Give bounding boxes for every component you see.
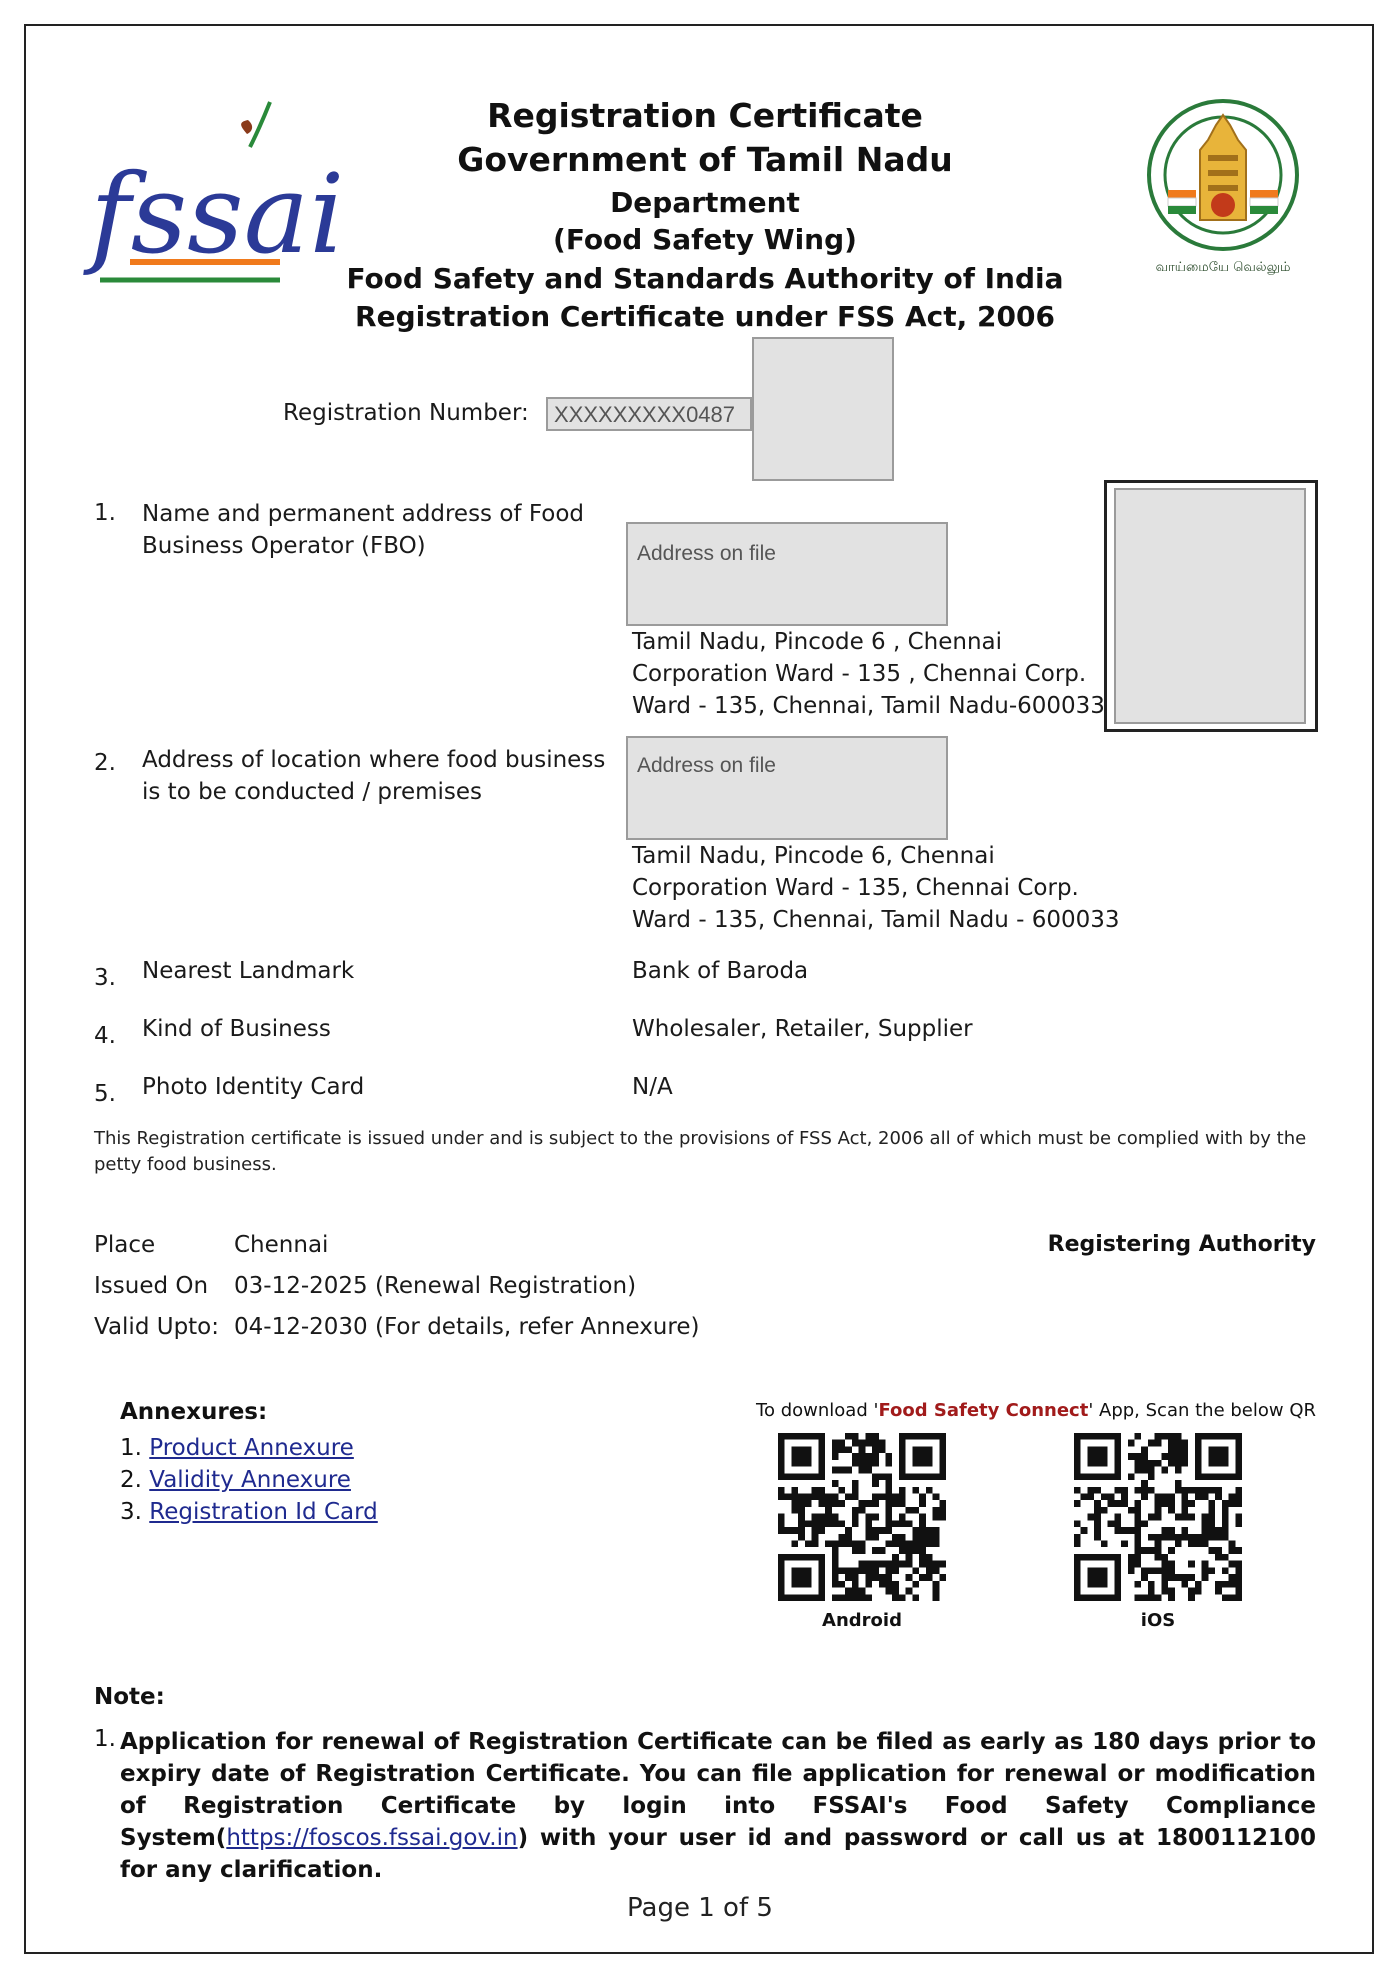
fbo-address-line-1: Tamil Nadu, Pincode 6 , Chennai xyxy=(632,629,1003,655)
premises-address xyxy=(632,840,1120,936)
page-number: Page 1 of 5 xyxy=(627,1893,773,1923)
registration-id-card-link[interactable]: Registration Id Card xyxy=(149,1499,378,1525)
app-name: Food Safety Connect xyxy=(878,1400,1089,1421)
item-1-label: Name and permanent address of Food Business Operator (FBO) xyxy=(142,501,584,559)
fbo-address-line-3: Ward - 135, Chennai, Tamil Nadu-600033 xyxy=(632,693,1105,719)
note-text-after: ) with your user id and password or call us at 1800112100 for any clarification. xyxy=(120,1825,1316,1883)
item-5-label: Photo Identity Card xyxy=(142,1074,365,1100)
note-text-before: Application for renewal of Registration Certificate can be filed as early as 180 days prior to expiry date of Registration Certificate. You can file application for renewal or modification of Registration Certificate by login into FSSAI's Food Safety Compliance System( xyxy=(120,1729,1316,1851)
header-act: Registration Certificate under FSS Act, 2006 xyxy=(355,300,1055,333)
product-annexure-link[interactable]: Product Annexure xyxy=(149,1435,354,1461)
header-title-2: Government of Tamil Nadu xyxy=(457,140,953,179)
address-redacted-2 xyxy=(626,736,948,840)
photo-placeholder xyxy=(1114,488,1306,724)
item-5-value: N/A xyxy=(632,1074,673,1100)
item-3-value: Bank of Baroda xyxy=(632,958,809,984)
annexure-item xyxy=(120,1432,378,1464)
validity-annexure-link[interactable]: Validity Annexure xyxy=(149,1467,351,1493)
annexure-number: 1. xyxy=(120,1435,142,1461)
issued-on-label: Issued On xyxy=(94,1273,209,1299)
app-download-suffix: ' App, Scan the below QR xyxy=(1088,1400,1316,1421)
item-3-number: 3. xyxy=(94,965,116,991)
item-4-value: Wholesaler, Retailer, Supplier xyxy=(632,1016,973,1042)
address-redacted-1 xyxy=(626,522,948,626)
registration-number-value: XXXXXXXXX0487 xyxy=(554,402,736,427)
fssai-logo xyxy=(90,92,345,292)
app-download-text xyxy=(756,1400,1316,1421)
address-placeholder-1: Address on file xyxy=(637,542,776,565)
android-qr-code[interactable] xyxy=(778,1433,946,1601)
tamil-nadu-emblem xyxy=(1128,95,1318,285)
item-2-label: Address of location where food business is to be conducted / premises xyxy=(142,747,606,805)
item-4-label: Kind of Business xyxy=(142,1016,331,1042)
item-4-number: 4. xyxy=(94,1023,116,1049)
annexure-list xyxy=(120,1432,378,1528)
header-title-1: Registration Certificate xyxy=(487,96,923,135)
svg-text:fssai: fssai xyxy=(90,150,345,278)
premises-address-line-1: Tamil Nadu, Pincode 6, Chennai xyxy=(632,843,995,869)
note-number: 1. xyxy=(94,1726,116,1752)
note-text xyxy=(120,1726,1316,1886)
ios-label: iOS xyxy=(1140,1610,1176,1631)
issued-on-value: 03-12-2025 (Renewal Registration) xyxy=(234,1273,637,1299)
header-authority: Food Safety and Standards Authority of India xyxy=(346,262,1064,295)
app-download-prefix: To download ' xyxy=(756,1400,879,1421)
redacted-box-top xyxy=(752,337,894,481)
disclaimer-text: This Registration certificate is issued under and is subject to the provisions of FSS Act, 2006 all of which must be complied with by the petty food business. xyxy=(94,1128,1307,1175)
annexure-number: 3. xyxy=(120,1499,142,1525)
item-3-label: Nearest Landmark xyxy=(142,958,355,984)
place-value: Chennai xyxy=(234,1232,329,1258)
registration-number-box xyxy=(546,397,752,431)
address-placeholder-2: Address on file xyxy=(637,754,776,777)
annexure-number: 2. xyxy=(120,1467,142,1493)
fbo-address xyxy=(632,626,1105,722)
android-label: Android xyxy=(822,1610,902,1631)
valid-upto-label: Valid Upto: xyxy=(94,1314,220,1340)
annexures-title: Annexures: xyxy=(120,1399,268,1425)
item-2-number: 2. xyxy=(94,750,116,776)
place-label: Place xyxy=(94,1232,156,1258)
premises-address-line-3: Ward - 135, Chennai, Tamil Nadu - 600033 xyxy=(632,907,1120,933)
annexure-item xyxy=(120,1464,378,1496)
ios-qr-code[interactable] xyxy=(1074,1433,1242,1601)
registering-authority: Registering Authority xyxy=(1047,1232,1316,1257)
item-5-number: 5. xyxy=(94,1081,116,1107)
valid-upto-value: 04-12-2030 (For details, refer Annexure) xyxy=(234,1314,700,1340)
note-title: Note: xyxy=(94,1684,165,1710)
annexure-item xyxy=(120,1496,378,1528)
header-wing: (Food Safety Wing) xyxy=(553,223,857,256)
svg-text:வாய்மையே வெல்லும்: வாய்மையே வெல்லும் xyxy=(1155,260,1291,275)
premises-address-line-2: Corporation Ward - 135, Chennai Corp. xyxy=(632,875,1079,901)
photo-frame xyxy=(1104,480,1318,732)
foscos-link[interactable]: https://foscos.fssai.gov.in xyxy=(226,1825,518,1851)
fbo-address-line-2: Corporation Ward - 135 , Chennai Corp. xyxy=(632,661,1087,687)
item-1-number: 1. xyxy=(94,500,116,526)
header-department: Department xyxy=(610,186,800,219)
registration-number-label: Registration Number: xyxy=(283,400,529,426)
